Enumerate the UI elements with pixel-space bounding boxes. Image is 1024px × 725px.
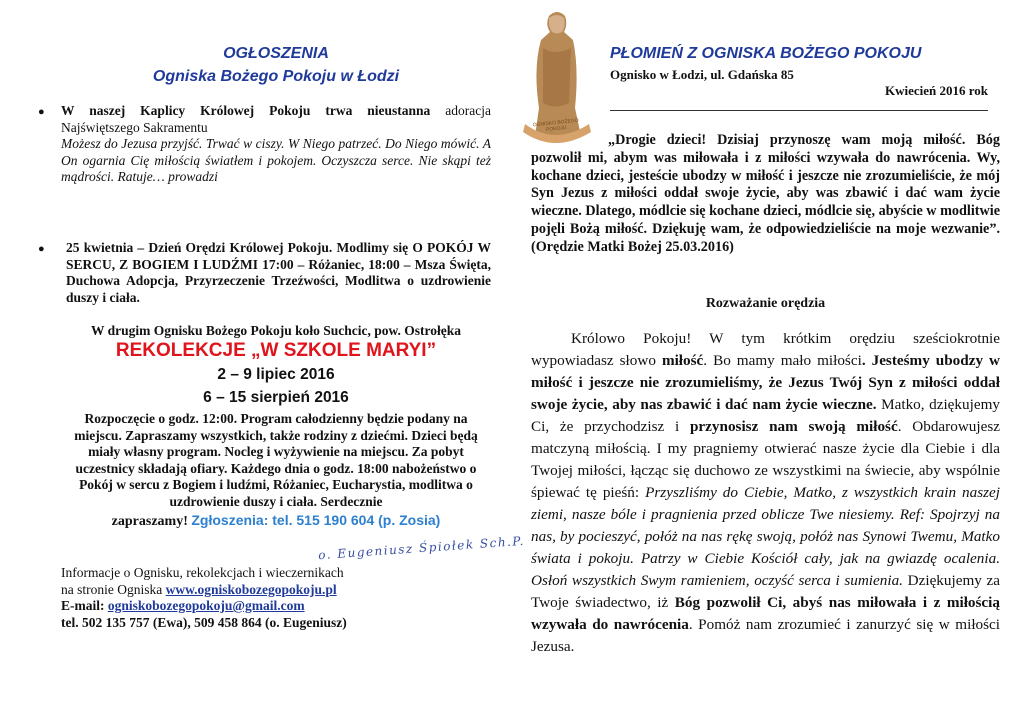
reflection-text-5: Dziękujemy za Twoje świadectwo, iż: [531, 572, 1000, 611]
retreat-intro: W drugim Ognisku Bożego Pokoju koło Suchcic, pow. Ostrołęka: [90, 323, 462, 338]
reflection-text-2: . Bo mamy mało miłości: [703, 352, 862, 369]
info-line-1: Informacje o Ognisku, rekolekcjach i wieczernikach: [61, 565, 344, 580]
left-title: OGŁOSZENIA: [223, 45, 329, 62]
madonna-statue-image: [515, 8, 595, 143]
retreat-signup-line: [60, 512, 492, 530]
email-link[interactable]: ogniskobozegopokoju@gmail.com: [107, 598, 305, 613]
retreat-date-1: 2 – 9 lipiec 2016: [217, 366, 335, 383]
reflection-body: [531, 328, 1000, 658]
retreat-date-2: 6 – 15 sierpień 2016: [203, 389, 349, 406]
email-prefix: E-mail:: [61, 598, 108, 613]
bullet-icon: ●: [38, 106, 45, 118]
signup-text: Zgłoszenia: tel. 515 190 604 (p. Zosia): [191, 512, 441, 528]
reflection-text-1: Królowo Pokoju! W tym krótkim orędziu sześciokrotnie wypowiadasz słowo: [531, 330, 1000, 369]
right-title: PŁOMIEŃ Z OGNISKA BOŻEGO POKOJU: [610, 45, 922, 62]
reflection-bold-1: miłość: [661, 352, 704, 369]
phones-line: tel. 502 135 757 (Ewa), 509 458 864 (o. Eugeniusz): [61, 614, 347, 630]
info-prefix: na stronie Ogniska: [61, 581, 166, 597]
reflection-text-6: . Pomóż nam zrozumieć i zanurzyć się w miłości Jezusa.: [531, 616, 1000, 655]
adoration-quote: Możesz do Jezusa przyjść. Trwać w ciszy. W Niego patrzeć. Do Niego mówić. A On ogarnia Cię miłością światłem i pokojem. Oczyszcza serce. Nie skąpi też mądrości. Ratuje… prowadzi: [61, 136, 491, 184]
statue-label: OGNISKO BOŻEGO POKOJU: [532, 117, 579, 134]
website-link[interactable]: www.ogniskobozegopokoju.pl: [165, 581, 337, 597]
reflection-bold-3: przynosisz nam swoją miłość: [689, 418, 898, 435]
email-line: [61, 598, 501, 615]
bullet-adoration: [61, 103, 491, 186]
bullet-icon: ●: [38, 243, 45, 255]
bullet-message-day: 25 kwietnia – Dzień Orędzi Królowej Pokoju. Modlimy się O POKÓJ W SERCU, Z BOGIEM I LUDŹMI 17:00 – Różaniec, 18:00 – Msza Święta, Duchowa Adopcja, Przyrzeczenie Trzeźwości, Modlitwa o uzdrowienie duszy i ciała.: [66, 240, 491, 305]
reflection-text-4: . Obdarowujesz matczyną miłością. I my pragniemy otwierać nasze życie dla Ciebie i dla Twojej miłości, łącząc się duchowo ze wszystkimi na świecie, aby wspólnie śpiewać tę pieśń:: [531, 418, 1000, 501]
contact-block: [61, 565, 501, 631]
right-date: Kwiecień 2016 rok: [884, 83, 988, 98]
reflection-text-3: Matko, dziękujemy Ci, że przychodzisz i: [531, 396, 1000, 435]
adoration-bold: W naszej Kaplicy Królowej Pokoju trwa nieustanna: [61, 103, 431, 118]
reflection-bold-4: Bóg pozwolił Ci, abyś nas miłowała i z miłością wzywała do nawrócenia: [531, 594, 1000, 633]
info-line-2: [61, 582, 501, 599]
reflection-song: Przyszliśmy do Ciebie, Matko, z wszystkich krain naszej ziemi, nasze bóle i pragnienia przed oblicze Twe niesiemy. Ref: Spojrzyj na nas, by pocieszyć, połóż na nas rękę swoją, połóż nas Synowi Twemu, Matko świata i pokoju. Patrzy w Ciebie Kościół cały, jak na gwiazdę ocalenia. Osłoń wszystkich Swym ramieniem, oczyść serca i sumienia.: [531, 484, 1000, 589]
left-subtitle: Ogniska Bożego Pokoju w Łodzi: [152, 68, 400, 85]
reflection-bold-2: . Jesteśmy ubodzy w miłość i jeszcze nie zrozumieliśmy, że Jezus Twój Syn z miłości oddał swoje życie, aby nas zbawić i dać nam życie wieczne.: [531, 352, 1001, 413]
signature: o. Eugeniusz Śpiołek Sch.P.: [317, 533, 526, 563]
header-divider: [610, 110, 988, 111]
right-address: Ognisko w Łodzi, ul. Gdańska 85: [610, 67, 794, 82]
monthly-message: „Drogie dzieci! Dzisiaj przynoszę wam moją miłość. Bóg pozwolił mi, abym was miłowała i z miłości wzywała do nawrócenia. Wy, kochane dzieci, jesteście ubodzy w miłość i jeszcze nie zrozumieliście, że mój Syn Jezus z miłości oddał swoje życie, aby was zbawić i dać wam życie wieczne. Dlatego, módlcie się kochane dzieci, módlcie się, abyście w modlitwie pojęli Bożą miłość. Dziękuję wam, że odpowiedzieliście na moje wezwanie”. (Orędzie Matki Bożej 25.03.2016): [531, 132, 1000, 255]
retreat-title: REKOLEKCJE „W SZKOLE MARYI”: [115, 340, 437, 361]
retreat-body: Rozpoczęcie o godz. 12:00. Program całodzienny będzie podany na miejscu. Zapraszamy wszystkich, także rodziny z dziećmi. Dzieci będą miały własny program. Nocleg i wyżywienie na miejscu. Za pobyt uczestnicy składają ofiary. Każdego dnia o godz. 18:00 nabożeństwo o Pokój w sercu z Bogiem i ludźmi, Różaniec, Eucharystia, modlitwa o uzdrowienie duszy i ciała. Serdecznie: [74, 411, 478, 509]
invite-text: zapraszamy!: [111, 514, 188, 529]
reflection-title: Rozważanie orędzia: [705, 296, 826, 311]
adoration-rest: adoracja Najświętszego Sakramentu: [61, 103, 491, 135]
